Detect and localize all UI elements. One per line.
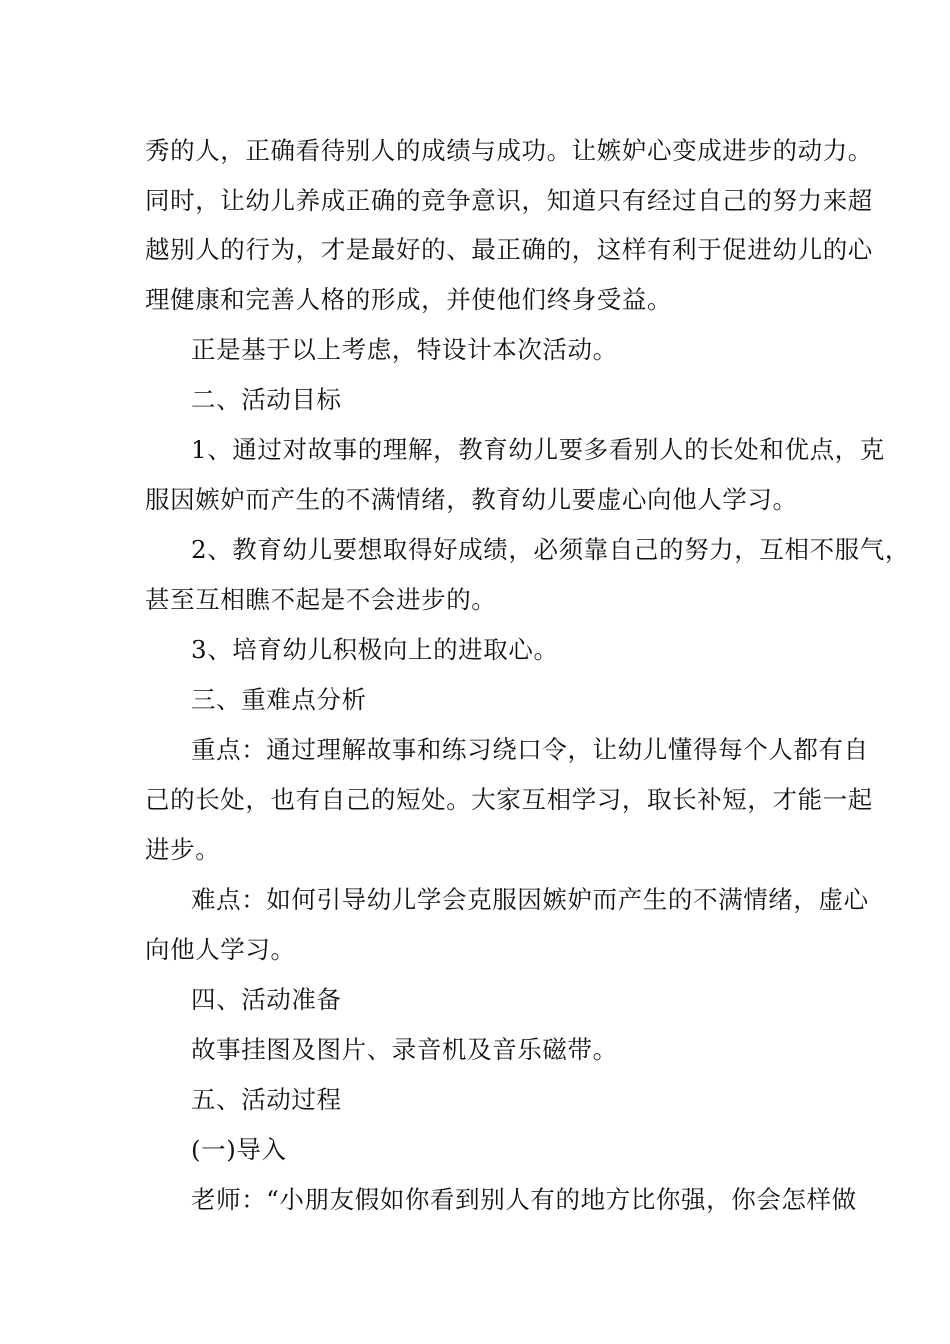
key-point-line: 重点：通过理解故事和练习绕口令，让幼儿懂得每个人都有自 (191, 735, 869, 764)
goal-item-line: 服因嫉妒而产生的不满情绪，教育幼儿要虚心向他人学习。 (145, 485, 798, 514)
paragraph-line: 同时，让幼儿养成正确的竞争意识，知道只有经过自己的努力来超 (145, 186, 873, 215)
goal-item-line: 3、培育幼儿积极向上的进取心。 (191, 635, 559, 664)
teacher-line: 老师：“小朋友假如你看到别人有的地方比你强，你会怎样做 (191, 1185, 857, 1214)
paragraph-text: 故事挂图及图片、录音机及音乐磁带。 (191, 1035, 618, 1064)
section-heading: 三、重难点分析 (191, 685, 367, 714)
key-point-line: 进步。 (145, 835, 221, 864)
goal-item-line: 甚至互相瞧不起是不会进步的。 (145, 585, 497, 614)
goal-item-line: 2、教育幼儿要想取得好成绩，必须靠自己的努力，互相不服气， (191, 535, 910, 564)
paragraph-line: 越别人的行为，才是最好的、最正确的，这样有利于促进幼儿的心 (145, 235, 873, 264)
key-point-line: 己的长处，也有自己的短处。大家互相学习，取长补短，才能一起 (145, 785, 873, 814)
paragraph-line: 理健康和完善人格的形成，并使他们终身受益。 (145, 285, 673, 314)
paragraph-line: 秀的人，正确看待别人的成绩与成功。让嫉妒心变成进步的动力。 (145, 136, 873, 165)
paragraph-text: 正是基于以上考虑，特设计本次活动。 (191, 335, 618, 364)
difficult-point-line: 向他人学习。 (145, 935, 296, 964)
subsection-heading: (一)导入 (191, 1135, 287, 1164)
difficult-point-line: 难点：如何引导幼儿学会克服因嫉妒而产生的不满情绪，虚心 (191, 885, 869, 914)
goal-item-line: 1、通过对故事的理解，教育幼儿要多看别人的长处和优点，克 (191, 435, 885, 464)
section-heading: 四、活动准备 (191, 985, 342, 1014)
section-heading: 五、活动过程 (191, 1085, 342, 1114)
section-heading: 二、活动目标 (191, 385, 342, 414)
